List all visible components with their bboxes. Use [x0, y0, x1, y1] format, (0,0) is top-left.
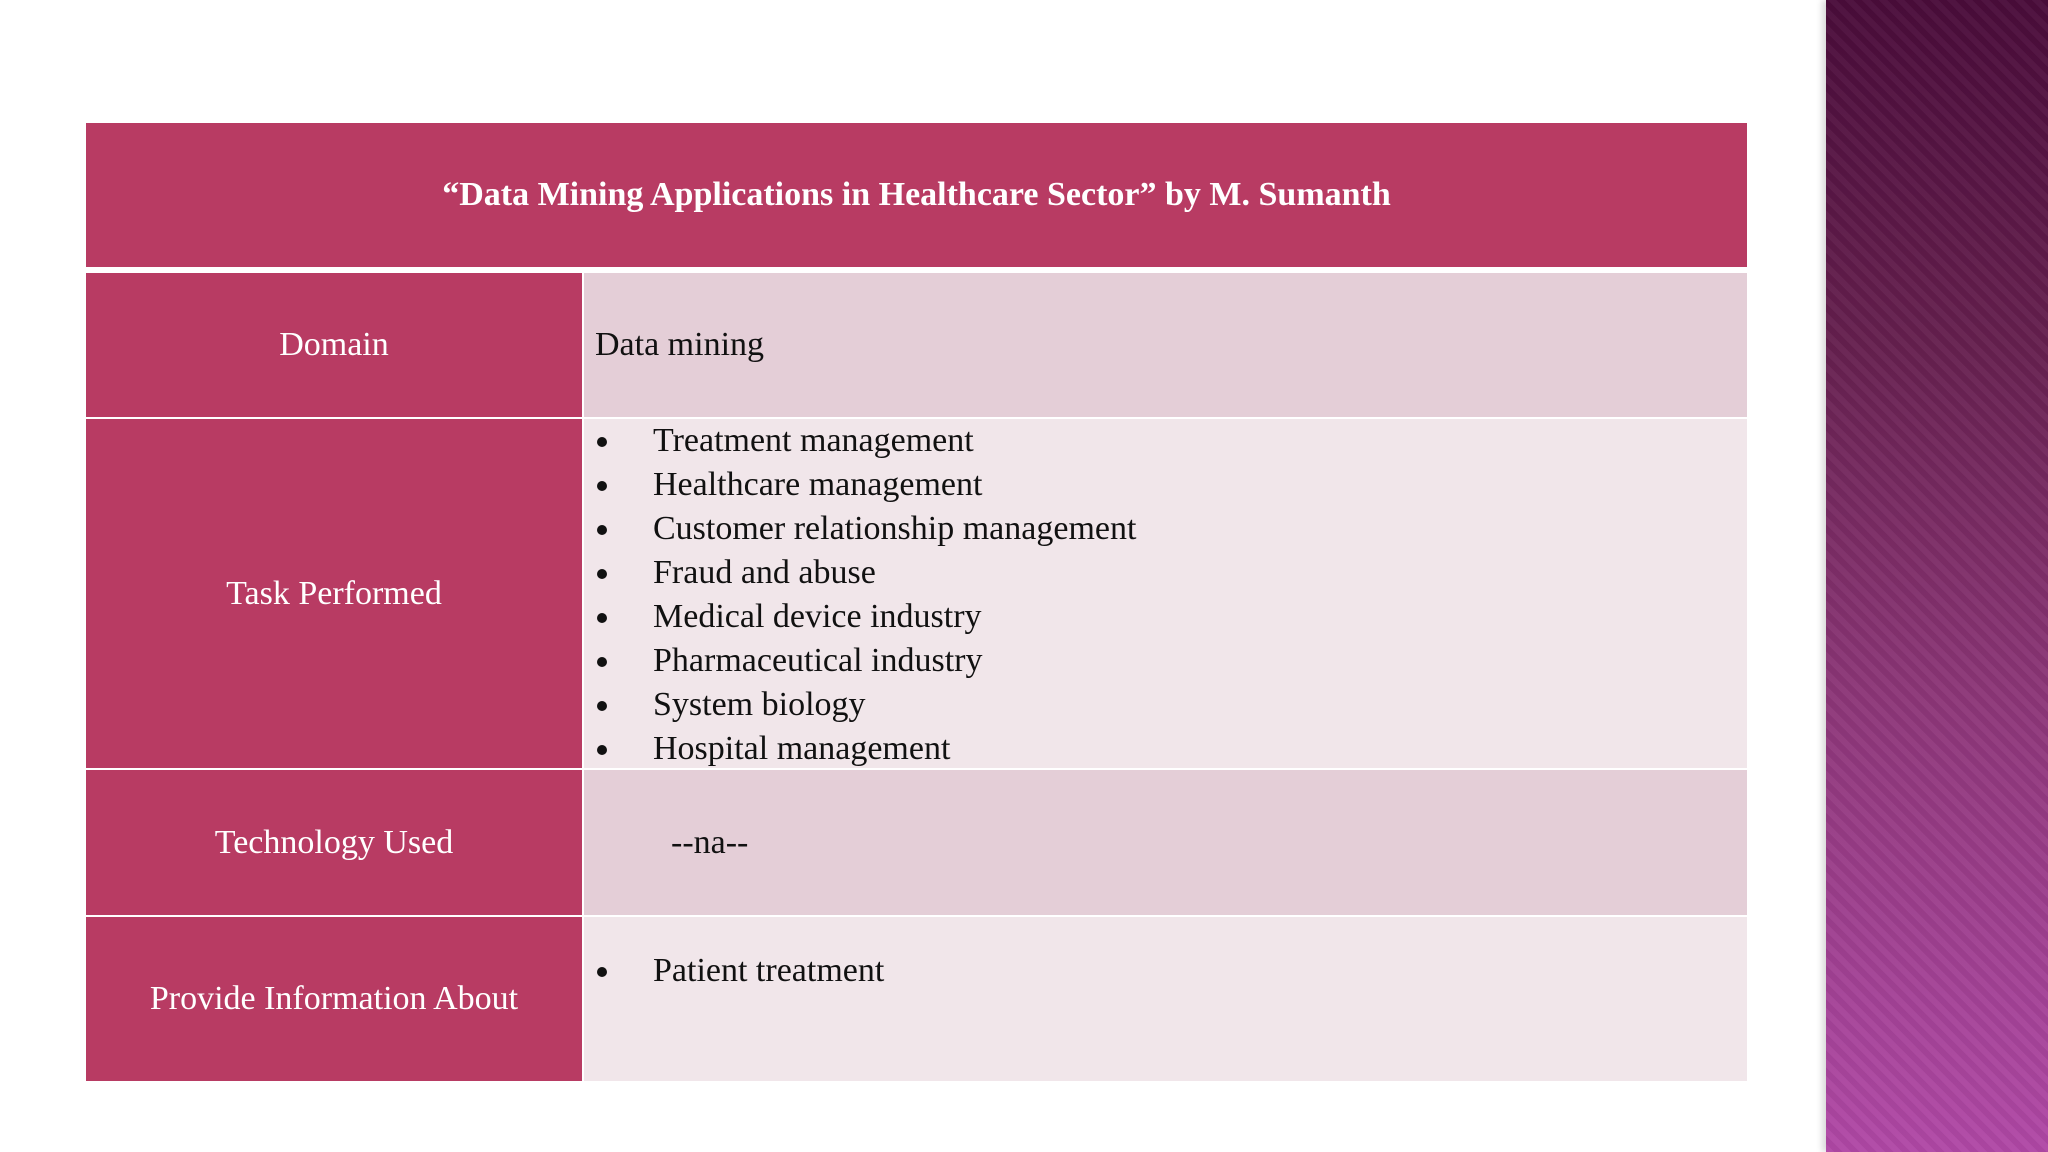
decorative-side-panel [1826, 0, 2048, 1152]
task-list [595, 419, 1747, 771]
table-row-technology-used [86, 768, 1747, 916]
row-value-provide-information [584, 917, 1747, 1081]
list-item: Pharmaceutical industry [595, 639, 1747, 683]
list-item: Healthcare management [595, 463, 1747, 507]
summary-table [86, 123, 1747, 1079]
list-item: Medical device industry [595, 595, 1747, 639]
list-item: Patient treatment [595, 949, 1747, 993]
row-label-provide-information: Provide Information About [86, 917, 584, 1081]
list-item: Treatment management [595, 419, 1747, 463]
list-item: Customer relationship management [595, 507, 1747, 551]
list-item: Fraud and abuse [595, 551, 1747, 595]
list-item: Hospital management [595, 727, 1747, 771]
row-value-technology-used: --na-- [584, 770, 1747, 916]
row-value-domain: Data mining [584, 273, 1747, 417]
row-label-technology-used: Technology Used [86, 770, 584, 916]
table-row-provide-information [86, 915, 1747, 1081]
row-label-task-performed: Task Performed [86, 419, 584, 769]
info-list [595, 949, 1747, 993]
row-value-task-performed [584, 419, 1747, 769]
table-row-task-performed [86, 417, 1747, 769]
list-item: System biology [595, 683, 1747, 727]
row-label-domain: Domain [86, 273, 584, 417]
table-row-domain [86, 272, 1747, 417]
table-title: “Data Mining Applications in Healthcare Sector” by M. Sumanth [86, 123, 1747, 267]
